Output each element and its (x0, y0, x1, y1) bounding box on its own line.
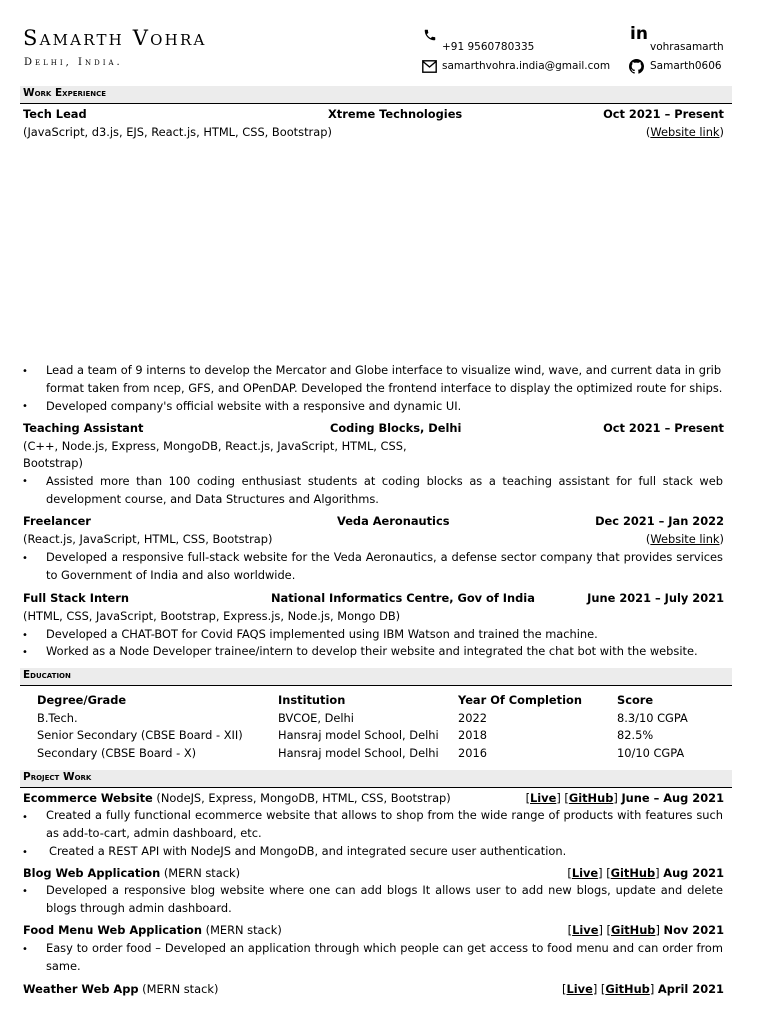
job-link[interactable]: (Website link) (645, 125, 724, 139)
live-link[interactable]: Live (530, 791, 557, 805)
project-dates: Nov 2021 (663, 923, 724, 937)
job-org: Xtreme Technologies (328, 107, 463, 121)
live-link[interactable]: Live (566, 982, 593, 996)
bullet: • (22, 847, 28, 858)
edu-year: 2018 (458, 728, 487, 742)
bullet: • (22, 886, 28, 897)
section-title: Education (23, 669, 71, 681)
live-link[interactable]: Live (572, 923, 599, 937)
edu-header-degree: Degree/Grade (37, 693, 127, 707)
job-dates: Oct 2021 – Present (603, 107, 724, 121)
section-education (20, 668, 732, 686)
bullet: • (22, 812, 28, 823)
job-org: Veda Aeronautics (337, 514, 450, 528)
job-title: Full Stack Intern (23, 591, 129, 605)
live-link[interactable]: Live (571, 866, 599, 880)
project-title: Blog Web Application (23, 866, 161, 880)
edu-year: 2022 (458, 711, 487, 725)
mail-icon (422, 60, 437, 76)
job-org: Coding Blocks, Delhi (330, 421, 462, 435)
job-title: Teaching Assistant (23, 421, 144, 435)
project-links: [Live] [GitHub] April 2021 (562, 982, 724, 996)
job-title: Freelancer (23, 514, 91, 528)
project-bullet: Developed a responsive blog website where one can add blogs It allows user to add new blogs, update and delete blogs through admin dashboard. (46, 883, 723, 915)
project-bullet: Easy to order food – Developed an application through which people can get access to food menu and can order from same. (46, 941, 723, 973)
job-tech: (JavaScript, d3.js, EJS, React.js, HTML, CSS, Bootstrap) (23, 125, 332, 139)
project-dates: June – Aug 2021 (621, 791, 724, 805)
bullet: • (22, 553, 28, 564)
job-bullet: Worked as a Node Developer trainee/intern to develop their website and integrated the chat bot with the website. (46, 644, 698, 658)
candidate-name: Samarth Vohra (23, 26, 207, 50)
job-bullet: Developed a responsive full-stack website for the Veda Aeronautics, a defense sector company that provides services to Government of India and also worldwide. (46, 550, 723, 582)
job-bullet: Developed a CHAT-BOT for Covid FAQS implemented using IBM Watson and trained the machine. (46, 627, 598, 641)
candidate-location: Delhi, India. (24, 57, 123, 68)
bullet: • (22, 401, 28, 412)
edu-header-score: Score (617, 693, 654, 707)
edu-institution: BVCOE, Delhi (278, 711, 354, 725)
job-org: National Informatics Centre, Gov of India (271, 591, 535, 605)
section-project-work (20, 770, 732, 788)
job-tech: (C++, Node.js, Express, MongoDB, React.js, JavaScript, HTML, CSS, (23, 439, 407, 453)
project-stack: (MERN stack) (138, 982, 219, 996)
project-stack: (NodeJS, Express, MongoDB, HTML, CSS, Bootstrap) (152, 791, 451, 805)
job-dates: Oct 2021 – Present (603, 421, 724, 435)
project-title-line (23, 982, 218, 996)
edu-degree: Senior Secondary (CBSE Board - XII) (37, 728, 243, 742)
job-bullet: Assisted more than 100 coding enthusiast students at coding blocks as a teaching assistant for full stack web development course, and Data Structures and Algorithms. (46, 474, 723, 506)
job-link[interactable]: (Website link) (645, 532, 724, 546)
project-bullet: Created a fully functional ecommerce website that allows to shop from the wide range of products with features such as add-to-cart, admin dashboard, etc. (46, 808, 723, 840)
website-link[interactable]: Website link (650, 125, 720, 139)
job-bullet: Developed company's official website with a responsive and dynamic UI. (46, 399, 462, 413)
project-title-line (23, 866, 240, 880)
project-links: [Live] [GitHub] Aug 2021 (567, 866, 724, 880)
edu-institution: Hansraj model School, Delhi (278, 746, 439, 760)
github-link[interactable]: GitHub (610, 866, 656, 880)
project-bullet: Created a REST API with NodeJS and MongoDB, and integrated secure user authentication. (49, 844, 567, 858)
job-tech: (HTML, CSS, JavaScript, Bootstrap, Express.js, Node.js, Mongo DB) (23, 609, 401, 623)
job-title: Tech Lead (23, 107, 87, 121)
github-link[interactable]: GitHub (610, 923, 656, 937)
project-title: Weather Web App (23, 982, 139, 996)
edu-degree: Secondary (CBSE Board - X) (37, 746, 197, 760)
edu-score: 82.5% (617, 728, 654, 742)
section-work-experience (20, 86, 732, 104)
project-links: [Live] [GitHub] Nov 2021 (567, 923, 724, 937)
edu-score: 8.3/10 CGPA (617, 711, 688, 725)
project-dates: Aug 2021 (663, 866, 724, 880)
bullet: • (22, 366, 28, 377)
section-title: Project Work (23, 771, 92, 783)
edu-header-institution: Institution (278, 693, 346, 707)
github-link[interactable]: GitHub (568, 791, 614, 805)
edu-institution: Hansraj model School, Delhi (278, 728, 439, 742)
email-address[interactable]: samarthvohra.india@gmail.com (442, 60, 611, 72)
github-handle[interactable]: Samarth0606 (650, 60, 722, 72)
project-stack: (MERN stack) (160, 866, 241, 880)
project-title: Ecommerce Website (23, 791, 153, 805)
github-icon (629, 59, 644, 77)
job-dates: June 2021 – July 2021 (587, 591, 724, 605)
job-bullet: Lead a team of 9 interns to develop the Mercator and Globe interface to visualize wind, wave, and current data in grib format taken from ncep, GFS, and OPenDAP. Developed the frontend interface to display the optimized route for ships. (46, 363, 723, 395)
linkedin-handle[interactable]: vohrasamarth (650, 41, 724, 53)
job-tech: Bootstrap) (23, 456, 83, 470)
edu-header-year: Year Of Completion (458, 693, 582, 707)
bullet: • (22, 944, 28, 955)
edu-degree: B.Tech. (37, 711, 78, 725)
project-links: [Live] [GitHub] June – Aug 2021 (525, 791, 724, 805)
project-dates: April 2021 (657, 982, 724, 996)
bullet: • (22, 647, 28, 658)
linkedin-icon: in (630, 24, 648, 44)
bullet: • (22, 630, 28, 641)
github-link[interactable]: GitHub (605, 982, 650, 996)
phone-number[interactable]: +91 9560780335 (442, 41, 535, 53)
project-title: Food Menu Web Application (23, 923, 202, 937)
edu-score: 10/10 CGPA (617, 746, 685, 760)
bullet: • (22, 476, 28, 487)
project-stack: (MERN stack) (202, 923, 282, 937)
website-link[interactable]: Website link (650, 532, 720, 546)
project-title-line (23, 791, 451, 805)
edu-year: 2016 (458, 746, 487, 760)
project-title-line (23, 923, 282, 937)
job-dates: Dec 2021 – Jan 2022 (595, 514, 724, 528)
job-tech: (React.js, JavaScript, HTML, CSS, Bootstrap) (23, 532, 273, 546)
section-title: Work Experience (23, 87, 107, 99)
phone-icon (423, 28, 437, 45)
